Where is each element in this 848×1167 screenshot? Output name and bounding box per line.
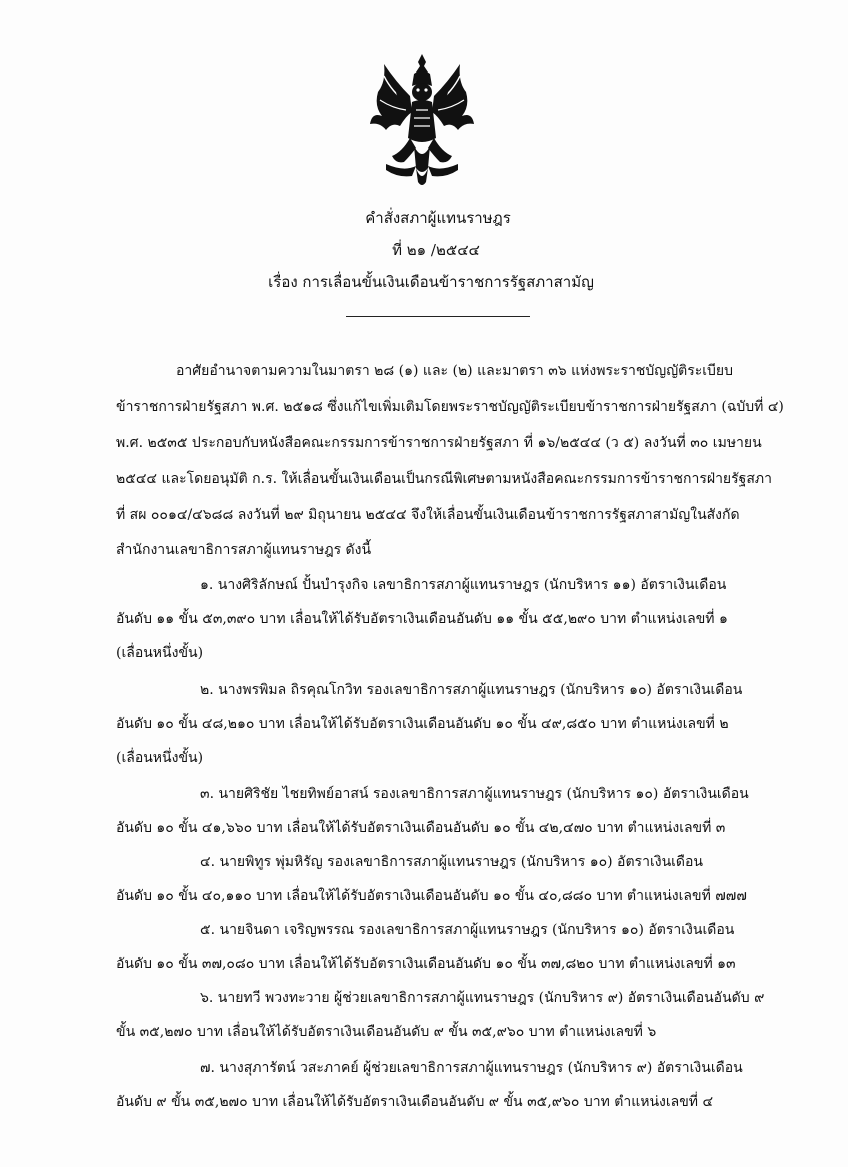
order-title: คำสั่งสภาผู้แทนราษฎร — [365, 209, 511, 227]
order-item-line: ๖. นายทวี พวงทะวาย ผู้ช่วยเลขาธิการสภาผู้แทนราษฎร (นักบริหาร ๙) อัตราเงินเดือนอันดับ ๙ — [200, 990, 765, 1006]
preamble-line: ๒๕๔๔ และโดยอนุมัติ ก.ร. ให้เลื่อนขั้นเงินเดือนเป็นกรณีพิเศษตามหนังสือคณะกรรมการข้าราชการฝ่ายรัฐสภา — [116, 471, 773, 487]
preamble-line: สำนักงานเลขาธิการสภาผู้แทนราษฎร ดังนี้ — [116, 542, 372, 558]
order-item-line: (เลื่อนหนึ่งขั้น) — [116, 645, 204, 661]
order-item-line: ๕. นายจินดา เจริญพรรณ รองเลขาธิการสภาผู้แทนราษฎร (นักบริหาร ๑๐) อัตราเงินเดือน — [200, 922, 735, 938]
order-item-line: ๑. นางศิริลักษณ์ ปั้นบำรุงกิจ เลขาธิการสภาผู้แทนราษฎร (นักบริหาร ๑๑) อัตราเงินเดือน — [200, 577, 727, 593]
preamble-line: พ.ศ. ๒๕๓๕ ประกอบกับหนังสือคณะกรรมการข้าราชการฝ่ายรัฐสภา ที่ ๑๖/๒๕๔๔ (ว ๕) ลงวันที่ ๓๐ เมษายน — [116, 435, 762, 451]
preamble-line: ข้าราชการฝ่ายรัฐสภา พ.ศ. ๒๕๑๘ ซึ่งแก้ไขเพิ่มเติมโดยพระราชบัญญัติระเบียบข้าราชการฝ่ายรัฐสภา (ฉบับที่ ๔) — [116, 399, 784, 415]
order-item-line: อันดับ ๑๑ ขั้น ๕๓,๓๙๐ บาท เลื่อนให้ได้รับอัตราเงินเดือนอันดับ ๑๑ ขั้น ๕๕,๒๙๐ บาท ตำแหน่งเลขที่ ๑ — [116, 611, 728, 627]
order-item-line: อันดับ ๑๐ ขั้น ๔๘,๒๑๐ บาท เลื่อนให้ได้รับอัตราเงินเดือนอันดับ ๑๐ ขั้น ๔๙,๘๕๐ บาท ตำแหน่งเลขที่ ๒ — [116, 716, 729, 732]
preamble-line: อาศัยอำนาจตามความในมาตรา ๒๘ (๑) และ (๒) และมาตรา ๓๖ แห่งพระราชบัญญัติระเบียบ — [176, 363, 734, 379]
order-item-line: (เลื่อนหนึ่งขั้น) — [116, 750, 204, 766]
order-item-line: อันดับ ๑๐ ขั้น ๔๑,๖๖๐ บาท เลื่อนให้ได้รับอัตราเงินเดือนอันดับ ๑๐ ขั้น ๔๒,๔๗๐ บาท ตำแหน่งเลขที่ ๓ — [116, 820, 726, 836]
garuda-emblem-icon — [366, 52, 478, 188]
order-item-line: อันดับ ๑๐ ขั้น ๓๗,๐๘๐ บาท เลื่อนให้ได้รับอัตราเงินเดือนอันดับ ๑๐ ขั้น ๓๗,๘๒๐ บาท ตำแหน่งเลขที่ ๑๓ — [116, 956, 736, 972]
order-item-line: ๗. นางสุภารัตน์ วสะภาคย์ ผู้ช่วยเลขาธิการสภาผู้แทนราษฎร (นักบริหาร ๙) อัตราเงินเดือน — [200, 1060, 743, 1076]
order-item-line: อันดับ ๑๐ ขั้น ๔๐,๑๑๐ บาท เลื่อนให้ได้รับอัตราเงินเดือนอันดับ ๑๐ ขั้น ๔๐,๘๘๐ บาท ตำแหน่งเลขที่ ๗๗๗ — [116, 888, 747, 904]
order-number: ที่ ๒๑ /๒๕๔๔ — [392, 241, 480, 259]
order-item-line: ๔. นายพิทูร พุ่มหิรัญ รองเลขาธิการสภาผู้แทนราษฎร (นักบริหาร ๑๐) อัตราเงินเดือน — [200, 854, 703, 870]
order-subject: เรื่อง การเลื่อนขั้นเงินเดือนข้าราชการรัฐสภาสามัญ — [268, 273, 594, 291]
order-item-line: อันดับ ๙ ขั้น ๓๕,๒๗๐ บาท เลื่อนให้ได้รับอัตราเงินเดือนอันดับ ๙ ขั้น ๓๕,๙๖๐ บาท ตำแหน่งเลขที่ ๔ — [116, 1094, 714, 1110]
title-divider — [346, 316, 530, 317]
order-item-line: ขั้น ๓๕,๒๗๐ บาท เลื่อนให้ได้รับอัตราเงินเดือนอันดับ ๙ ขั้น ๓๕,๙๖๐ บาท ตำแหน่งเลขที่ ๖ — [116, 1024, 657, 1040]
order-item-line: ๒. นางพรพิมล ถิรคุณโกวิท รองเลขาธิการสภาผู้แทนราษฎร (นักบริหาร ๑๐) อัตราเงินเดือน — [200, 682, 743, 698]
order-item-line: ๓. นายศิริชัย ไชยทิพย์อาสน์ รองเลขาธิการสภาผู้แทนราษฎร (นักบริหาร ๑๐) อัตราเงินเดือน — [200, 786, 749, 802]
preamble-line: ที่ สผ ๐๐๑๔/๔๖๘๘ ลงวันที่ ๒๙ มิถุนายน ๒๕๔๔ จึงให้เลื่อนขั้นเงินเดือนข้าราชการรัฐสภาสามัญในสังกัด — [116, 507, 740, 523]
